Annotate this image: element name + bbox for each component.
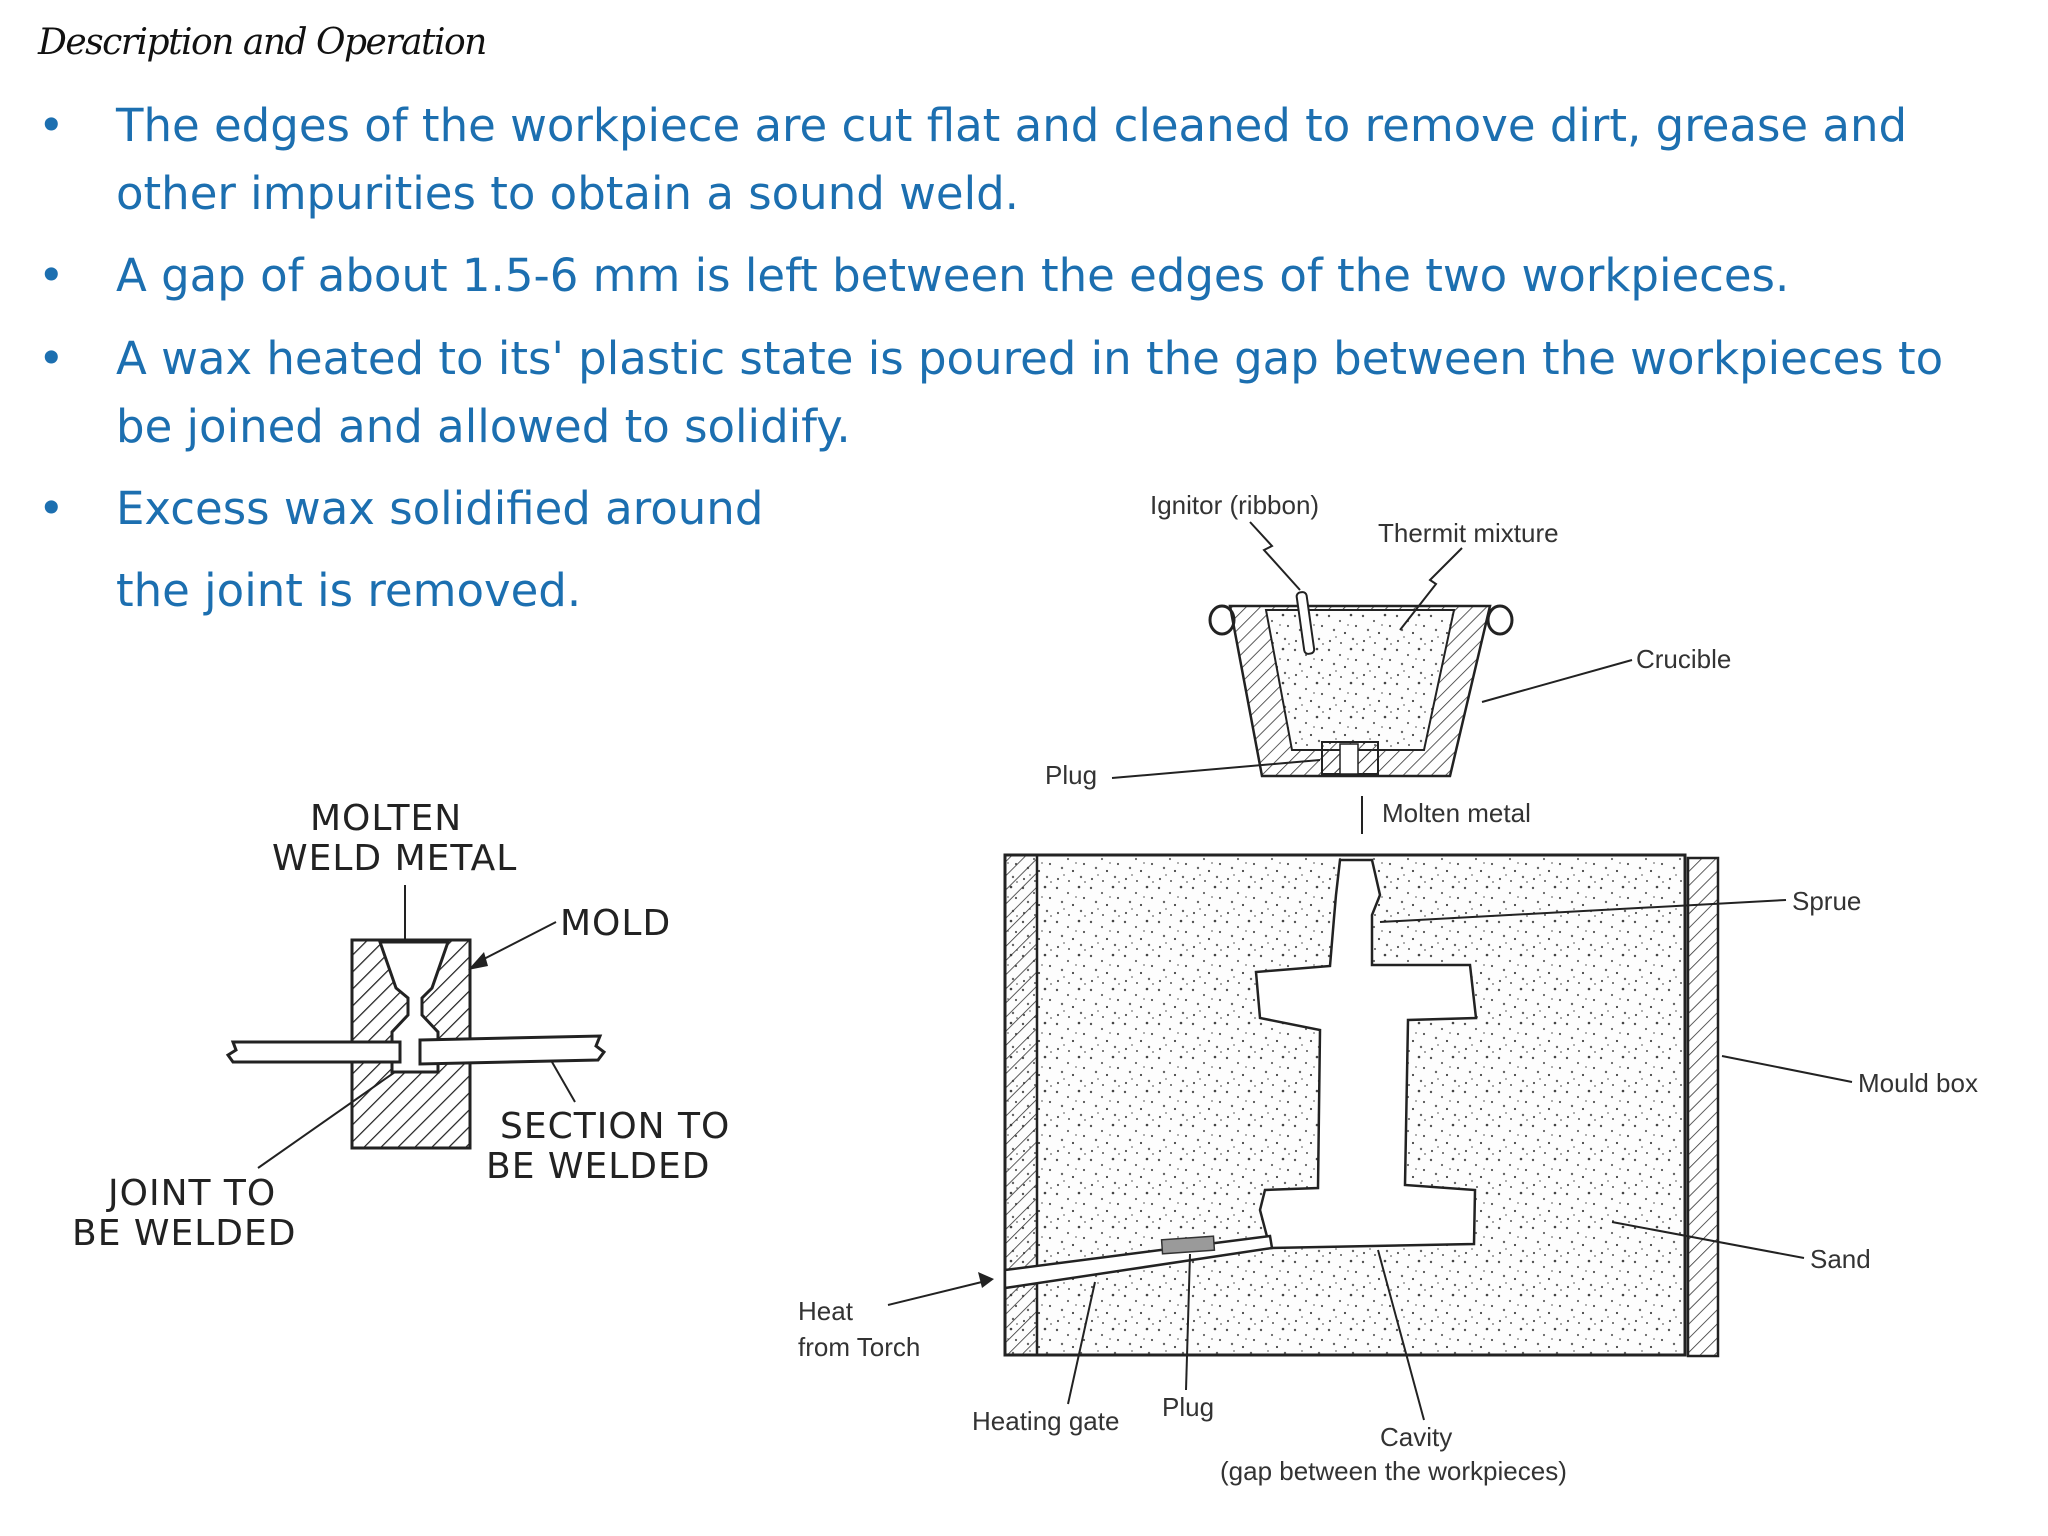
- label-sprue: Sprue: [1792, 886, 1862, 916]
- pointer-crucible: [1482, 660, 1632, 702]
- label-molten: MOLTEN: [310, 798, 463, 839]
- label-weld-metal-text: WELD METAL: [272, 838, 518, 879]
- label-cavity-desc: (gap between the workpieces): [1220, 1456, 1567, 1486]
- label-heating-gate: Heating gate: [972, 1406, 1120, 1436]
- plug-hole: [1340, 744, 1358, 774]
- bullet-4-line-2: the joint is removed.: [116, 564, 582, 617]
- arrow-heat: [978, 1272, 994, 1288]
- label-section: SECTION TO: [500, 1106, 731, 1147]
- bullet-marker: •: [38, 482, 65, 535]
- bullet-marker: •: [38, 99, 65, 152]
- mould-box-diagram: [798, 855, 1978, 1486]
- thermit-mixture-fill: [1266, 610, 1454, 750]
- label-heat: Heat: [798, 1296, 853, 1326]
- pointer-mold: [478, 922, 556, 962]
- workpiece-left: [228, 1042, 400, 1062]
- label-mould-box: Mould box: [1858, 1068, 1978, 1098]
- label-plug-top: Plug: [1045, 760, 1098, 790]
- label-joint: JOINT TO: [108, 1173, 277, 1214]
- label-molten-metal: Molten metal: [1382, 798, 1531, 828]
- label-be-welded-joint: BE WELDED: [72, 1213, 297, 1254]
- label-sand: Sand: [1810, 1244, 1871, 1274]
- pointer-section: [552, 1062, 575, 1102]
- bullet-1-line-1: The edges of the workpiece are cut flat and cleaned to remove dirt, grease and: [116, 99, 1908, 152]
- bullet-3-line-2: be joined and allowed to solidify.: [116, 400, 851, 453]
- pointer-heat: [888, 1280, 990, 1305]
- label-be-welded-section: BE WELDED: [486, 1146, 711, 1187]
- bullet-2-line-1: A gap of about 1.5-6 mm is left between the edges of the two workpieces.: [116, 249, 1790, 302]
- crucible-handle-left: [1210, 606, 1234, 634]
- label-cavity: Cavity: [1380, 1422, 1453, 1452]
- crucible-diagram: [1045, 490, 1731, 834]
- bullet-1-line-2: other impurities to obtain a sound weld.: [116, 167, 1019, 220]
- crucible-handle-right: [1488, 606, 1512, 634]
- mould-box-wall-right: [1688, 858, 1718, 1356]
- pointer-mould-box: [1722, 1056, 1852, 1082]
- gate-plug: [1162, 1236, 1215, 1254]
- mold-diagram: [72, 798, 730, 1254]
- page-title: Description and Operation: [38, 22, 486, 63]
- bullet-marker: •: [38, 332, 65, 385]
- label-from-torch: from Torch: [798, 1332, 921, 1362]
- label-thermit: Thermit mixture: [1378, 518, 1559, 548]
- label-ignitor: Ignitor (ribbon): [1150, 490, 1320, 520]
- bullet-marker: •: [38, 249, 65, 302]
- pointer-ignitor: [1250, 522, 1300, 590]
- label-mold: MOLD: [560, 903, 672, 944]
- bullet-4-line-1: Excess wax solidified around: [116, 482, 764, 535]
- workpiece-right: [420, 1036, 604, 1064]
- label-crucible: Crucible: [1636, 644, 1732, 674]
- bullet-3-line-1: A wax heated to its' plastic state is poured in the gap between the workpieces to: [116, 332, 1944, 385]
- label-plug-bottom: Plug: [1162, 1392, 1215, 1422]
